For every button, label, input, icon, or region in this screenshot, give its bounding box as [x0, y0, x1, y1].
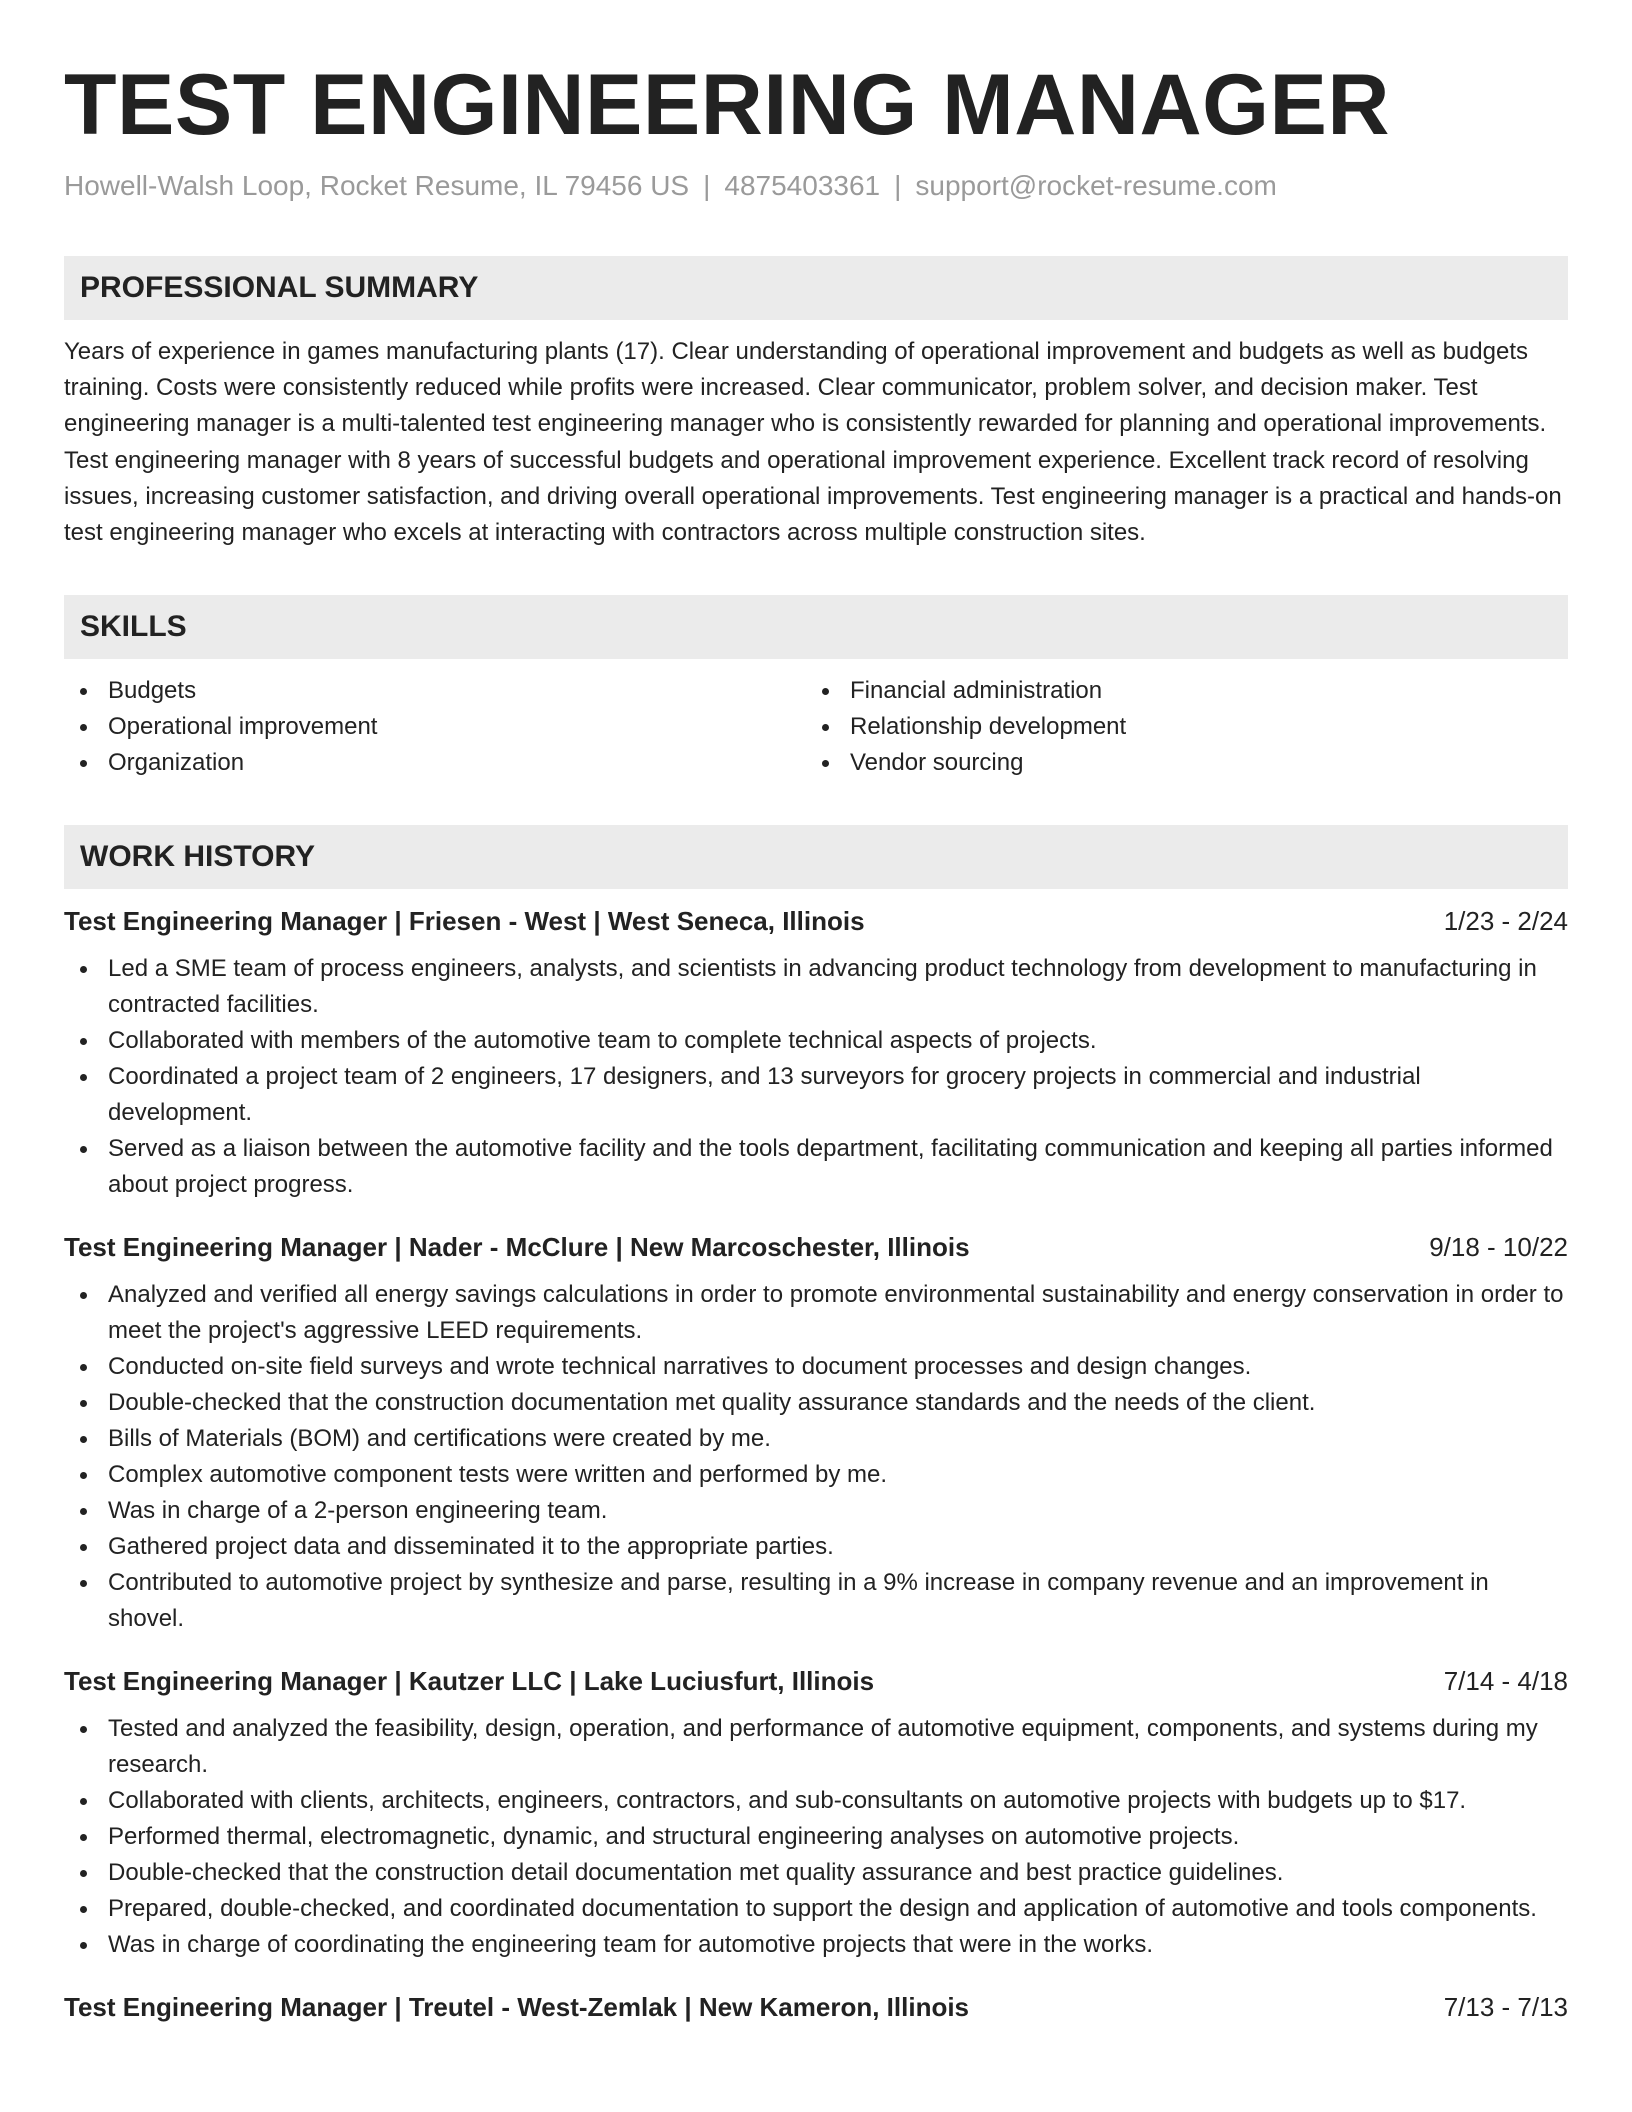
- job-bullets: [64, 1711, 1568, 1963]
- skills-column-right: [806, 673, 1548, 781]
- job-bullet: Double-checked that the construction detail documentation met quality assurance and best practice guidelines.: [64, 1855, 1568, 1891]
- job-header: [64, 1227, 1568, 1267]
- job-bullet: Collaborated with clients, architects, engineers, contractors, and sub-consultants on automotive projects with budgets up to $17.: [64, 1783, 1568, 1819]
- job-bullet: Led a SME team of process engineers, analysts, and scientists in advancing product technology from development to manufacturing in contracted facilities.: [64, 951, 1568, 1023]
- skills-column-left: [64, 673, 806, 781]
- job-entry: [64, 1661, 1568, 1963]
- skill-item: Financial administration: [806, 673, 1548, 709]
- job-header: [64, 1987, 1568, 2027]
- skills-heading: SKILLS: [64, 595, 1568, 659]
- skill-item: Organization: [64, 745, 806, 781]
- job-bullet: Conducted on-site field surveys and wrote technical narratives to document processes and design changes.: [64, 1349, 1568, 1385]
- job-bullet: Analyzed and verified all energy savings calculations in order to promote environmental sustainability and energy conservation in order to meet the project's aggressive LEED requirements.: [64, 1277, 1568, 1349]
- job-title: Test Engineering Manager | Nader - McClure | New Marcoschester, Illinois: [64, 1232, 970, 1263]
- job-bullet: Coordinated a project team of 2 engineers, 17 designers, and 13 surveyors for grocery projects in commercial and industrial development.: [64, 1059, 1568, 1131]
- job-bullet: Complex automotive component tests were written and performed by me.: [64, 1457, 1568, 1493]
- job-bullet: Was in charge of coordinating the engineering team for automotive projects that were in the works.: [64, 1927, 1568, 1963]
- job-title: Test Engineering Manager | Treutel - West-Zemlak | New Kameron, Illinois: [64, 1992, 970, 2023]
- email-link[interactable]: support@rocket-resume.com: [915, 170, 1277, 201]
- job-entry: [64, 901, 1568, 1203]
- job-dates: 1/23 - 2/24: [1443, 906, 1568, 937]
- job-header: [64, 901, 1568, 941]
- job-bullet: Collaborated with members of the automotive team to complete technical aspects of projects.: [64, 1023, 1568, 1059]
- summary-text: Years of experience in games manufacturing plants (17). Clear understanding of operational improvement and budgets as well as budgets training. Costs were consistently reduced while profits were increased. Clear communicator, problem solver, and decision maker. Test engineering manager is a multi-talented test engineering manager who is consistently rewarded for planning and operational improvements. Test engineering manager with 8 years of successful budgets and operational improvement experience. Excellent track record of resolving issues, increasing customer satisfaction, and driving overall operational improvements. Test engineering manager is a practical and hands-on test engineering manager who excels at interacting with contractors across multiple construction sites.: [64, 338, 1562, 547]
- job-bullet: Was in charge of a 2-person engineering team.: [64, 1493, 1568, 1529]
- skill-item: Relationship development: [806, 709, 1548, 745]
- job-bullets: [64, 1277, 1568, 1637]
- job-header: [64, 1661, 1568, 1701]
- summary-heading: PROFESSIONAL SUMMARY: [64, 256, 1568, 320]
- job-dates: 9/18 - 10/22: [1429, 1232, 1568, 1263]
- skill-item: Vendor sourcing: [806, 745, 1548, 781]
- job-bullet: Served as a liaison between the automotive facility and the tools department, facilitating communication and keeping all parties informed about project progress.: [64, 1131, 1568, 1203]
- job-bullet: Performed thermal, electromagnetic, dynamic, and structural engineering analyses on automotive projects.: [64, 1819, 1568, 1855]
- job-dates: 7/14 - 4/18: [1443, 1666, 1568, 1697]
- resume-title: TEST ENGINEERING MANAGER: [64, 57, 1390, 153]
- job-bullet: Bills of Materials (BOM) and certifications were created by me.: [64, 1421, 1568, 1457]
- address: Howell-Walsh Loop, Rocket Resume, IL 79456 US: [64, 170, 690, 201]
- skill-item: Budgets: [64, 673, 806, 709]
- job-bullet: Tested and analyzed the feasibility, design, operation, and performance of automotive equipment, components, and systems during my research.: [64, 1711, 1568, 1783]
- job-entry: [64, 1987, 1568, 2027]
- contact-line: [64, 168, 1568, 204]
- job-dates: 7/13 - 7/13: [1443, 1992, 1568, 2023]
- job-entry: [64, 1227, 1568, 1637]
- contact-separator: |: [703, 170, 711, 201]
- contact-separator: |: [894, 170, 902, 201]
- job-bullet: Gathered project data and disseminated it to the appropriate parties.: [64, 1529, 1568, 1565]
- job-bullet: Contributed to automotive project by synthesize and parse, resulting in a 9% increase in company revenue and an improvement in shovel.: [64, 1565, 1568, 1637]
- job-bullets: [64, 951, 1568, 1203]
- job-bullet: Prepared, double-checked, and coordinated documentation to support the design and application of automotive and tools components.: [64, 1891, 1568, 1927]
- job-bullet: Double-checked that the construction documentation met quality assurance standards and the needs of the client.: [64, 1385, 1568, 1421]
- skill-item: Operational improvement: [64, 709, 806, 745]
- work-history-heading: WORK HISTORY: [64, 825, 1568, 889]
- phone: 4875403361: [724, 170, 881, 201]
- job-title: Test Engineering Manager | Friesen - West | West Seneca, Illinois: [64, 906, 865, 937]
- skills-list: [64, 673, 1568, 781]
- resume-page: [64, 56, 1568, 2027]
- job-title: Test Engineering Manager | Kautzer LLC | Lake Luciusfurt, Illinois: [64, 1666, 875, 1697]
